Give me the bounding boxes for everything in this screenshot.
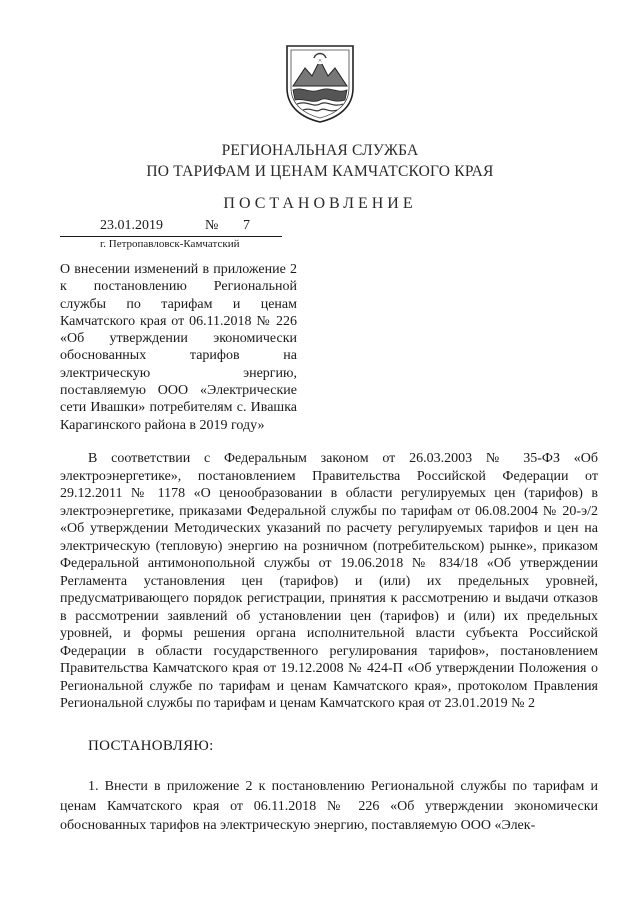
meta-underline: [60, 236, 282, 237]
organization-name: [0, 140, 640, 182]
document-number: 7: [243, 218, 250, 233]
document-type-title: ПОСТАНОВЛЕНИЕ: [223, 195, 417, 212]
org-line-1: РЕГИОНАЛЬНАЯ СЛУЖБА: [221, 142, 419, 159]
resolve-heading: ПОСТАНОВЛЯЮ:: [88, 738, 214, 754]
kamchatka-coat-of-arms-icon: [281, 42, 359, 124]
document-city: г. Петропавловск-Камчатский: [100, 238, 240, 250]
document-meta: [60, 218, 290, 258]
number-sign: №: [205, 218, 219, 233]
clause-1: 1. Внести в приложение 2 к постановлению Региональной службы по тарифам и ценам Камчатского края от 06.11.2018 № 226 «Об утверждении экономически обоснованных тарифов на электрическую энергию, поставляемую ООО «Элек-: [60, 779, 598, 833]
document-date: 23.01.2019: [100, 218, 163, 233]
org-line-2: ПО ТАРИФАМ И ЦЕНАМ КАМЧАТСКОГО КРАЯ: [146, 163, 494, 180]
document-subject: О внесении изменений в приложение 2 к постановлению Региональной службы по тарифам и ценам Камчатского края от 06.11.2018 № 226 «Об утверждении экономически обоснованных тарифов на электрическую энергию, поставляемую ООО «Электрические сети Ивашки» потребителям с. Ивашка Карагинского района в 2019 году»: [60, 262, 297, 433]
preamble-paragraph: В соответствии с Федеральным законом от 26.03.2003 № 35-ФЗ «Об электроэнергетике», постановлением Правительства Российской Федерации от 29.12.2011 № 1178 «О ценообразовании в области регулируемых цен (тарифов) в электроэнергетике, приказами Федеральной службы по тарифам от 06.08.2004 № 20-э/2 «Об утверждении Методических указаний по расчету регулируемых тарифов и цен на электрическую (тепловую) энергию на розничном (потребительском) рынке», приказом Федеральной антимонопольной службы от 19.06.2018 № 834/18 «Об утверждении Регламента установления цен (тарифов) и (или) их предельных уровней, предусматривающего порядок регистрации, принятия к рассмотрению и выдачи отказов в рассмотрении заявлений об установлении цен (тарифов) и (или) их предельных уровней, и формы решения органа исполнительной власти субъекта Российской Федерации в области государственного регулирования тарифов», постановлением Правительства Камчатского края от 19.12.2008 № 424-П «Об утверждении Положения о Региональной службе по тарифам и ценам Камчатского края», протоколом Правления Региональной службы по тарифам и ценам Камчатского края от 23.01.2019 № 2: [60, 451, 598, 711]
